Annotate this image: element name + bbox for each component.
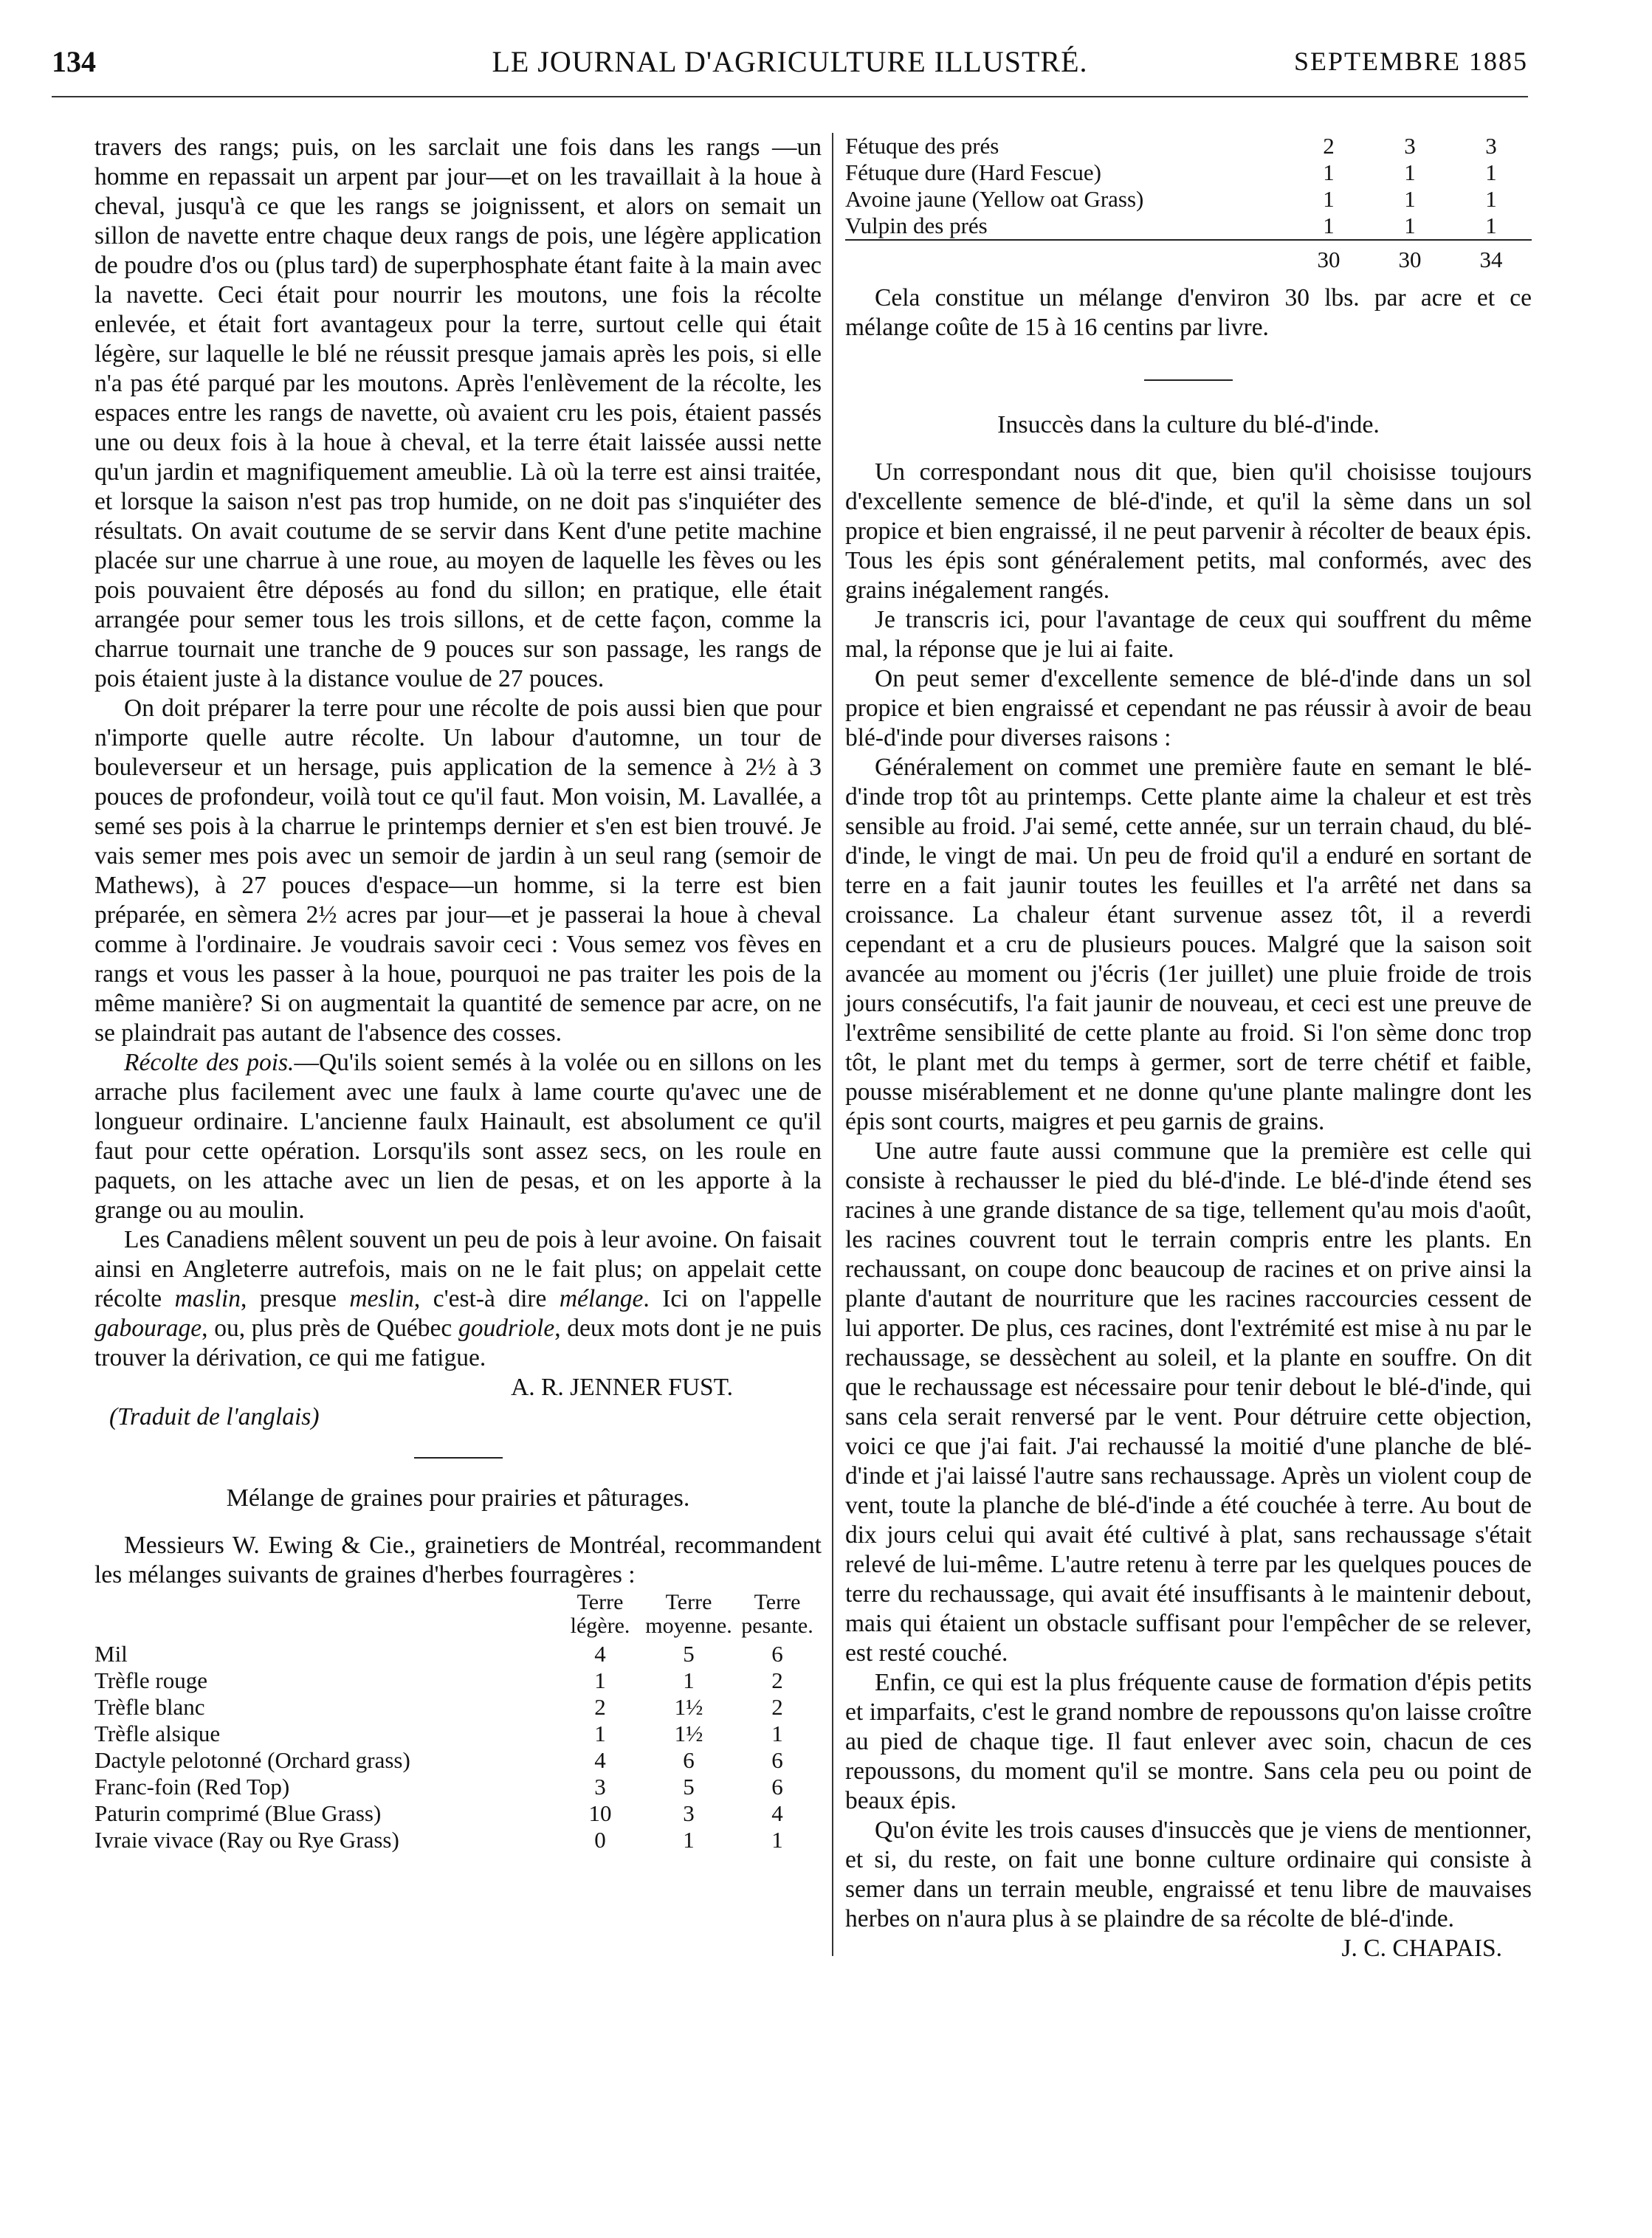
- row-label: Franc-foin (Red Top): [94, 1774, 290, 1800]
- row-label: Paturin comprimé (Blue Grass): [94, 1800, 382, 1826]
- text-run: , deux mots dont je ne puis trouver la dérivation, ce qui me fatigue.: [94, 1315, 822, 1371]
- total-cell: 30: [1369, 240, 1450, 273]
- cell: 1: [771, 1721, 783, 1746]
- term-gabourage: gabourage: [94, 1315, 202, 1342]
- mix-summary: Cela constitue un mélange d'environ 30 lbs. par acre et ce mélange coûte de 15 à 16 centins par livre.: [845, 284, 1532, 341]
- cell: 6: [771, 1774, 783, 1800]
- table-row: [845, 213, 1532, 240]
- cell: 2: [1323, 133, 1335, 159]
- cell: 3: [1485, 133, 1497, 159]
- text-run: Les Canadiens mêlent souvent un peu de pois à leur avoine. On faisait ainsi en Angleterre autrefois, mais on ne le fait plus; on appelait cette récolte: [94, 1226, 822, 1312]
- cell: 4: [594, 1747, 606, 1773]
- section-divider: [1144, 379, 1233, 381]
- table-row: [94, 1641, 822, 1667]
- cell: 1: [1404, 159, 1416, 185]
- cell: 1: [771, 1827, 783, 1853]
- row-label: Trèfle blanc: [94, 1694, 205, 1720]
- canadiens-paragraph: [94, 1225, 822, 1373]
- total-cell: 30: [1288, 240, 1369, 273]
- row-label: Fétuque des prés: [845, 133, 999, 159]
- grass-mix-table-continued: [845, 133, 1532, 273]
- cell: 1: [683, 1827, 695, 1853]
- cell: 3: [683, 1800, 695, 1826]
- text-run: , ou, plus près de Québec: [202, 1315, 458, 1342]
- totals-row: [845, 240, 1532, 273]
- table-row: [94, 1747, 822, 1774]
- body-paragraph: On doit préparer la terre pour une récolte de pois aussi bien que pour n'importe quelle autre récolte. Un labour d'automne, un tour de bouleverseur et un hersage, puis application de la semence à 2½ à 3 pouces de profondeur, voilà tout ce qu'il faut. Mon voisin, M. Lavallée, a semé ses pois à la charrue le printemps dernier et s'en est bien trouvé. Je vais semer mes pois avec un semoir de jardin à un seul rang (semoir de Mathews), à 27 pouces d'espace—un homme, si la terre est bien préparée, en sèmera 2½ acres par jour—et je passerai la houe à cheval comme à l'ordinaire. Je voudrais savoir ceci : Vous semez vos fèves en rangs et vous les passer à la houe, pourquoi ne pas traiter les pois de la même manière? Si on augmentait la quantité de semence par acre, on ne se plaindrait pas autant de l'absence des cosses.: [94, 695, 822, 1047]
- table-row: [94, 1721, 822, 1747]
- body-paragraph: Je transcris ici, pour l'avantage de ceux qui souffrent du même mal, la réponse que je lui ai faite.: [845, 606, 1532, 663]
- table-row: [845, 159, 1532, 186]
- text-run: , c'est-à dire: [413, 1285, 560, 1312]
- signature-fust: A. R. JENNER FUST.: [511, 1374, 733, 1401]
- row-label: Avoine jaune (Yellow oat Grass): [845, 186, 1144, 212]
- table-row: [94, 1800, 822, 1827]
- cell: 10: [588, 1800, 612, 1826]
- text-run: , presque: [240, 1285, 350, 1312]
- cell: 0: [594, 1827, 606, 1853]
- text-run: . Ici on l'appelle: [643, 1285, 822, 1312]
- cell: 3: [1404, 133, 1416, 159]
- body-paragraph: Un correspondant nous dit que, bien qu'il choisisse toujours d'excellente semence de blé-d'inde, et qu'il la sème dans un sol propice et bien engraissé, il ne peut parvenir à récolter de beaux épis. Tous les épis sont généralement petits, mal conformés, avec des grains inégalement rangés.: [845, 458, 1532, 604]
- column-header: Terre moyenne.: [645, 1590, 732, 1638]
- row-label: Ivraie vivace (Ray ou Rye Grass): [94, 1827, 399, 1853]
- column-header: Terre pesante.: [741, 1590, 813, 1638]
- cell: 1: [1404, 213, 1416, 238]
- left-column: [94, 133, 822, 1853]
- table-row: [94, 1827, 822, 1853]
- row-label: Trèfle rouge: [94, 1667, 207, 1693]
- term-melange: mélange: [559, 1285, 644, 1312]
- table-row: [94, 1774, 822, 1800]
- table-row: [94, 1667, 822, 1694]
- issue-date: SEPTEMBRE 1885: [1293, 47, 1528, 76]
- cell: 4: [594, 1641, 606, 1667]
- cell: 2: [771, 1694, 783, 1720]
- cell: 5: [683, 1641, 695, 1667]
- total-cell: 34: [1450, 240, 1532, 273]
- row-label: Trèfle alsique: [94, 1721, 221, 1746]
- recolte-label: Récolte des pois.: [124, 1049, 295, 1076]
- recolte-paragraph: [94, 1048, 822, 1225]
- term-goudriole: goudriole: [458, 1315, 555, 1342]
- cell: 6: [771, 1747, 783, 1773]
- cell: 3: [594, 1774, 606, 1800]
- table-row: [845, 133, 1532, 159]
- cell: 4: [771, 1800, 783, 1826]
- cell: 2: [594, 1694, 606, 1720]
- cell: 1½: [674, 1694, 703, 1720]
- signature-chapais: J. C. CHAPAIS.: [1341, 1935, 1502, 1962]
- row-label: Fétuque dure (Hard Fescue): [845, 159, 1101, 185]
- cell: 1: [1323, 186, 1335, 212]
- cell: 5: [683, 1774, 695, 1800]
- body-paragraph: Une autre faute aussi commune que la première est celle qui consiste à rechausser le pied du blé-d'inde. Le blé-d'inde étend ses racines à une grande distance de sa tige, tellement qu'au mois d'août, les racines couvrent tout le terrain compris entre les plants. En rechaussant, on coupe donc beaucoup de racines et on prive ainsi la plante d'autant de nourriture que les racines raccourcies cessent de lui apporter. De plus, ces racines, dont l'extrémité est mise à nu par le rechaussage, se dessèchent au soleil, et la plante en souffre. On dit que le rechaussage est nécessaire pour tenir debout le blé-d'inde, qui sans cela serait renversé par le vent. Pour détruire cette objection, voici ce que j'ai fait. J'ai rechaussé la moitié d'une planche de blé-d'inde et j'ai laissé l'autre sans rechaussage. Après un violent coup de vent, toute la planche de blé-d'inde a été couchée à terre. Au bout de dix jours celui qui avait été cultivé à plat, sans rechaussage s'était relevé de lui-même. L'autre retenu à terre par les quelques pouces de terre du rechaussage, qui avait été insuffisants à le maintenir debout, mais qui étaient un obstacle suffisant pour l'empêcher de se relever, est resté couché.: [845, 1137, 1532, 1667]
- body-paragraph: Enfin, ce qui est la plus fréquente cause de formation d'épis petits et imparfaits, c'est le grand nombre de repoussons qu'on laisse croître au pied de chaque tige. Il faut enlever avec soin, chacun de ces repoussons, du moment qu'il se montre. Sans cela peu ou point de beaux épis.: [845, 1669, 1532, 1814]
- body-paragraph: travers des rangs; puis, on les sarclait une fois dans les rangs —un homme en repassait un arpent par jour—et on les travaillait à la houe à cheval, jusqu'à ce que les rangs se joignissent, et alors on semait un sillon de navette entre chaque deux rangs de pois, une légère application de poudre d'os ou (plus tard) de superphosphate étant faite à la main avec la navette. Ceci était pour nourrir les moutons, une fois la récolte enlevée, et était fort avantageux pour la terre, surtout celle qui était légère, sur laquelle le blé ne réussit presque jamais après les pois, si elle n'a pas été parqué par les moutons. Après l'enlèvement de la récolte, les espaces entre les rangs de navette, où avaient cru les pois, étaient passés une ou deux fois à la houe à cheval, et la terre était laissée aussi nette qu'un jardin et magnifiquement ameublie. Là où la terre est ainsi traitée, et lorsque la saison n'est pas trop humide, on ne doit pas s'inquiéter des résultats. On avait coutume de se servir dans Kent d'une petite machine placée sur une charrue à une roue, au moyen de laquelle les fèves ou les pois pouvaient être déposés au fond du sillon; en pratique, elle était arrangée pour semer tous les trois sillons, et de cette façon, comme la charrue tournait une tranche de 9 pouces sur son passage, les rangs de pois étaient juste à la distance voulue de 27 pouces.: [94, 134, 822, 692]
- cell: 1: [1485, 186, 1497, 212]
- cell: 6: [683, 1747, 695, 1773]
- row-label: Dactyle pelotonné (Orchard grass): [94, 1747, 410, 1773]
- cell: 1: [594, 1667, 606, 1693]
- grass-mix-table: [94, 1590, 822, 1853]
- header-rule: [52, 96, 1528, 97]
- insucces-title: Insuccès dans la culture du blé-d'inde.: [997, 411, 1380, 438]
- page-number: 134: [52, 45, 96, 78]
- column-divider: [832, 133, 833, 1956]
- cell: 1: [594, 1721, 606, 1746]
- section-divider: [414, 1457, 503, 1459]
- cell: 1: [1323, 213, 1335, 238]
- row-label: Vulpin des prés: [845, 213, 988, 238]
- table-row: [94, 1694, 822, 1721]
- recolte-text: —Qu'ils soient semés à la volée ou en sillons on les arrache plus facilement avec une faulx à lame courte qu'avec une de longueur ordinaire. L'ancienne faulx Hainault, est absolument ce qu'il faut pour cette opération. Lorsqu'ils sont assez secs, on les roule en paquets, on les attache avec un lien de pesas, et on les apporte à la grange ou au moulin.: [94, 1049, 822, 1224]
- body-paragraph: Qu'on évite les trois causes d'insuccès que je viens de mentionner, et si, du reste, on fait une bonne culture ordinaire qui consiste à semer dans un terrain meuble, engraissé et tenu libre de mauvaises herbes on n'aura plus à se plaindre de sa récolte de blé-d'inde.: [845, 1817, 1532, 1932]
- melange-title: Mélange de graines pour prairies et pâturages.: [226, 1484, 690, 1512]
- table-row: [845, 186, 1532, 213]
- melange-intro: Messieurs W. Ewing & Cie., grainetiers de Montréal, recommandent les mélanges suivants de graines d'herbes fourragères :: [94, 1532, 822, 1588]
- cell: 1: [1485, 213, 1497, 238]
- body-paragraph: Généralement on commet une première faute en semant le blé-d'inde trop tôt au printemps. Cette plante aime la chaleur et est très sensible au froid. J'ai semé, cette année, sur un terrain chaud, du blé-d'inde, le vingt de mai. Un peu de froid qu'il a enduré en sortant de terre en a fait jaunir toutes les feuilles et l'a arrêté net dans sa croissance. La chaleur étant survenue assez tôt, il a reverdi cependant et a cru de plusieurs pouces. Malgré que la saison soit avancée au moment ou j'écris (1er juillet) une pluie froide de trois jours consécutifs, l'a fait jaunir de nouveau, et ceci est une preuve de l'extrême sensibilité de cette plante au froid. Si l'on sème donc trop tôt, le plant met du temps à germer, sort de terre chétif et faible, pousse misérablement et ne donne qu'une plante malingre dont les épis sont courts, maigres et peu garnis de grains.: [845, 754, 1532, 1135]
- cell: 1: [1485, 159, 1497, 185]
- column-header: Terre légère.: [570, 1590, 630, 1638]
- right-column: [845, 133, 1532, 1963]
- cell: 6: [771, 1641, 783, 1667]
- cell: 1: [683, 1667, 695, 1693]
- journal-title: LE JOURNAL D'AGRICULTURE ILLUSTRÉ.: [492, 45, 1088, 78]
- page-header: [52, 44, 1528, 89]
- cell: 2: [771, 1667, 783, 1693]
- cell: 1: [1323, 159, 1335, 185]
- term-meslin: meslin: [349, 1285, 414, 1312]
- cell: 1: [1404, 186, 1416, 212]
- body-paragraph: On peut semer d'excellente semence de blé-d'inde dans un sol propice et bien engraissé et cependant ne pas réussir à avoir de beau blé-d'inde pour diverses raisons :: [845, 665, 1532, 751]
- cell: 1½: [674, 1721, 703, 1746]
- term-maslin: maslin: [174, 1285, 241, 1312]
- row-label: Mil: [94, 1641, 128, 1667]
- translated-note: (Traduit de l'anglais): [109, 1403, 320, 1430]
